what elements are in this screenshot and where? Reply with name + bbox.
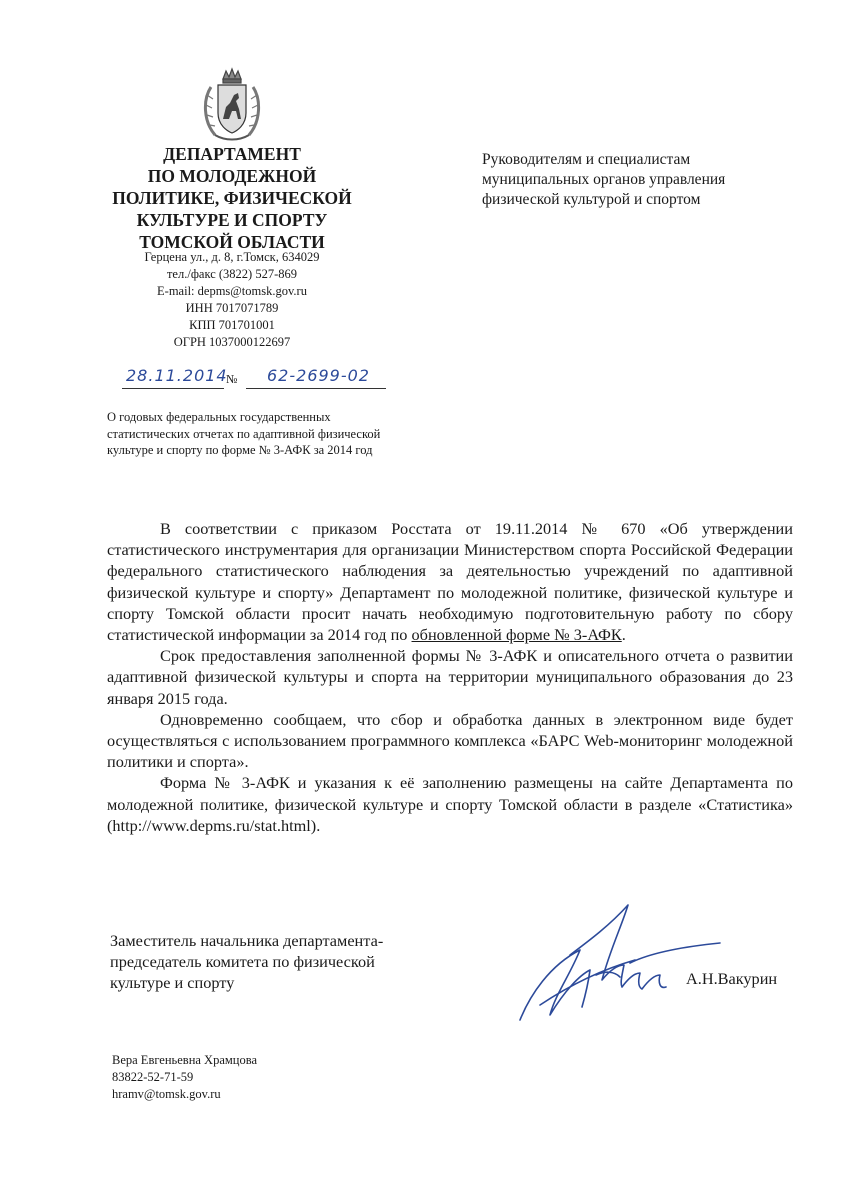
registration-line	[122, 366, 392, 394]
executor-name: Вера Евгеньевна Храмцова	[112, 1053, 258, 1067]
registration-number-label: №	[226, 372, 238, 386]
signer-title-line: культуре и спорту	[110, 973, 235, 993]
letter-subject	[107, 409, 427, 459]
body-paragraph-2: Срок предоставления заполненной формы № 3-АФК и описательного отчета о развитии адаптивной физической культуры и спорта на территории муниципального образования до 23 января 2015 года.	[107, 646, 793, 708]
body-paragraph-1	[107, 518, 793, 645]
handwritten-signature	[510, 895, 730, 1030]
addressee-line: физической культурой и спортом	[482, 191, 701, 208]
subject-line: культуре и спорту по форме № 3-АФК за 2014 год	[107, 443, 373, 457]
org-address: Герцена ул., д. 8, г.Томск, 634029	[144, 250, 320, 264]
subject-line: О годовых федеральных государственных	[107, 410, 331, 424]
org-name-line: ПОЛИТИКЕ, ФИЗИЧЕСКОЙ	[112, 188, 352, 208]
org-ogrn: ОГРН 1037000122697	[173, 335, 291, 349]
org-phone: тел./факс (3822) 527-869	[166, 267, 298, 281]
letter-body	[107, 518, 793, 836]
body-paragraph-1-text: В соответствии с приказом Росстата от 19.11.2014 № 670 «Об утверждении статистического инструментария для организации Министерством спорта Российской Федерации федерального статистического наблюдения за деятельностью учреждений по адаптивной физической культуре и спорту» Департамент по молодежной политике, физической культуре и спорту Томской области просит начать необходимую подготовительную работу по сбору статистической информации за 2014 год по	[107, 519, 793, 645]
org-name-line: КУЛЬТУРЕ И СПОРТУ	[136, 210, 328, 230]
org-name-line: ПО МОЛОДЕЖНОЙ	[147, 166, 317, 186]
tomsk-coat-of-arms-icon	[201, 65, 263, 143]
date-underline	[122, 388, 224, 389]
signer-name: А.Н.Вакурин	[686, 969, 778, 988]
body-paragraph-3: Одновременно сообщаем, что сбор и обработка данных в электронном виде будет осуществляться с использованием программного комплекса «БАРС Web-мониторинг молодежной политики и спорта».	[107, 709, 793, 772]
org-name-line: ТОМСКОЙ ОБЛАСТИ	[139, 232, 325, 252]
form-reference: обновленной форме № 3-АФК	[411, 625, 622, 645]
subject-line: статистических отчетах по адаптивной физической	[107, 426, 381, 441]
executor-info	[112, 1052, 352, 1103]
org-inn: ИНН 7017071789	[185, 301, 279, 315]
org-details	[110, 249, 354, 351]
addressee-line: Руководителям и специалистам	[482, 151, 691, 168]
body-paragraph-1-end: .	[621, 625, 626, 645]
registration-date: 28.11.2014	[126, 366, 228, 385]
org-kpp: КПП 701701001	[189, 318, 275, 332]
body-paragraph-4: Форма № 3-АФК и указания к её заполнению размещены на сайте Департамента по молодежной политике, физической культуре и спорту Томской области в разделе «Статистика» (http://www.depms.ru/stat.html).	[107, 773, 793, 835]
signer-title-line: председатель комитета по физической	[110, 952, 375, 972]
addressee-line: муниципальных органов управления	[482, 171, 726, 188]
org-name	[100, 143, 364, 253]
number-underline	[246, 388, 386, 389]
signer-title	[110, 930, 440, 994]
signer-title-line: Заместитель начальника департамента-	[110, 931, 384, 950]
registration-number: 62-2699-02	[267, 366, 370, 385]
addressee	[482, 150, 802, 210]
executor-phone: 83822-52-71-59	[112, 1070, 194, 1084]
org-name-line: ДЕПАРТАМЕНТ	[163, 144, 301, 164]
org-email: E-mail: depms@tomsk.gov.ru	[157, 284, 307, 298]
executor-email: hramv@tomsk.gov.ru	[112, 1087, 221, 1101]
